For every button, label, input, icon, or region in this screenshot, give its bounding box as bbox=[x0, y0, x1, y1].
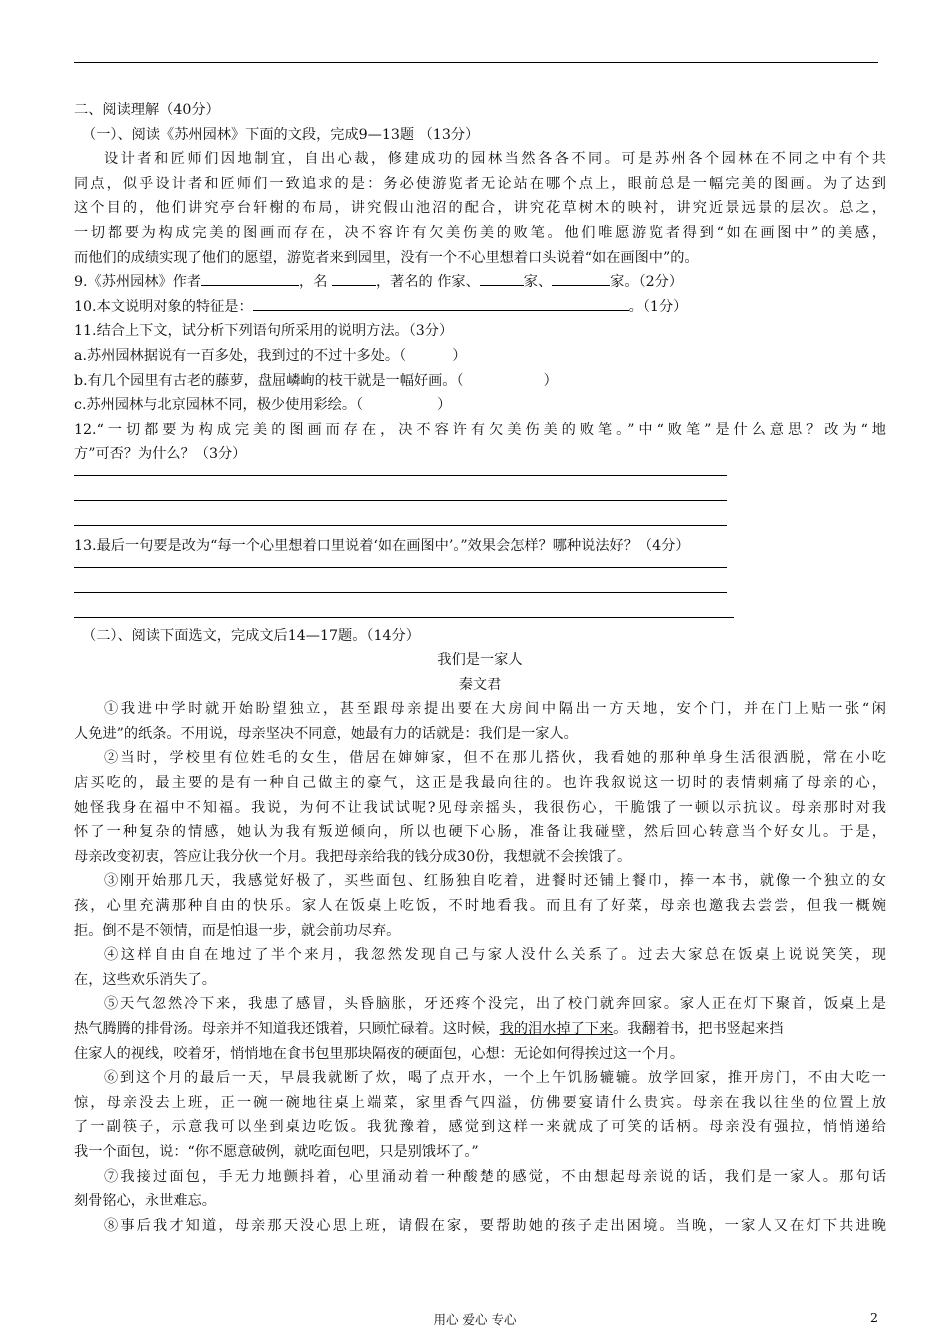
article-line: ⑧事后我才知道，母亲那天没心思上班，请假在家，要帮助她的孩子走出困境。当晚，一家人又在灯下共进晚 bbox=[104, 1217, 886, 1234]
page-footer: 用心 爱心 专心 bbox=[433, 1312, 517, 1327]
answer-blank[interactable] bbox=[253, 295, 629, 311]
passage-line: 设计者和匠师们因地制宜，自出心裁，修建成功的园林当然各各不同。可是苏州各个园林在不同之中有个共 bbox=[104, 151, 886, 168]
answer-blank[interactable] bbox=[480, 270, 524, 286]
article-line: ⑤天气忽然冷下来，我患了感冒，头昏脑胀，牙还疼个没完，出了校门就奔回家。家人正在灯下聚首，饭桌上是 bbox=[104, 996, 886, 1013]
page-number: 2 bbox=[870, 1310, 878, 1325]
passage-line: 一切都要为构成完美的图画而存在，决不容许有欠美伤美的败笔。他们唯愿游览者得到“如在画图中”的美感， bbox=[74, 224, 886, 241]
article-line: 了一副筷子，示意我可以坐到桌边吃饭。我犹豫着，感觉到这样一来就成了可笑的话柄。母亲没有强拉，悄悄递给 bbox=[74, 1119, 886, 1136]
question-11: 11.结合上下文，试分析下列语句所采用的说明方法。（3分） bbox=[74, 323, 454, 340]
article-line: 拒。倒不是不领情，而是怕退一步，就会前功尽弃。 bbox=[74, 922, 401, 939]
article-line: 人免进”的纸条。不用说，母亲坚决不同意，她最有力的话就是：我们是一家人。 bbox=[74, 725, 578, 742]
article-line: 孩，心里充满那种自由的快乐。家人在饭桌上吃饭，不时地看我。而且有了好菜，母亲也邀我去尝尝，但我一概婉 bbox=[74, 898, 886, 915]
article-line: ①我进中学时就开始盼望独立，甚至跟母亲提出要在大房间中隔出一方天地，安个门，并在门上贴一张“闲 bbox=[104, 701, 886, 718]
article-line: 她怪我身在福中不知福。我说，为何不让我试试呢?见母亲摇头，我很伤心，干脆饿了一顿以示抗议。母亲那时对我 bbox=[74, 799, 886, 816]
section-title: 二、阅读理解（40分） bbox=[74, 102, 220, 118]
page-content bbox=[74, 98, 886, 1238]
question-13: 13.最后一句要是改为“每一个心里想着口里说着‘如在画图中’。”效果会怎样？哪种说法好？（4分） bbox=[74, 537, 690, 554]
article-line: ②当时，学校里有位姓毛的女生，借居在婶婶家，但不在那儿搭伙，我看她的那种单身生活很洒脱，常在小吃 bbox=[104, 750, 886, 767]
article-line: ③刚开始那几天，我感觉好极了，买些面包、红肠独自吃着，进餐时还铺上餐巾，捧一本书，就像一个独立的女 bbox=[104, 873, 886, 890]
question-12-cont: 方”可否？为什么？（3分） bbox=[74, 446, 247, 463]
article-line: 怀了一种复杂的情感，她认为我有叛逆倾向，所以也硬下心肠，准备让我碰壁，然后回心转意当个好女儿。于是， bbox=[74, 824, 886, 841]
header-rule bbox=[74, 62, 878, 63]
answer-blank[interactable] bbox=[552, 270, 610, 286]
answer-blank[interactable] bbox=[201, 270, 299, 286]
question-9: 9.《苏州园林》作者 ，名 ，著名的 作家、 家、 家。（2分） bbox=[74, 270, 886, 295]
question-11c: c.苏州园林与北京园林不同，极少使用彩绘。（ ） bbox=[74, 397, 452, 414]
article-line: 热气腾腾的排骨汤。母亲并不知道我还饿着，只顾忙碌着。这时候，我的泪水掉了下来。我翻着书，把书竖起来挡 bbox=[74, 1021, 784, 1037]
article-line: ⑥到这个月的最后一天，早晨我就断了炊，喝了点开水，一个上午饥肠辘辘。放学回家，推开房门，不由大吃一 bbox=[104, 1070, 886, 1087]
article-line: 住家人的视线，咬着牙，悄悄地在食书包里那块隔夜的硬面包，心想：无论如何得挨过这一个月。 bbox=[74, 1045, 685, 1062]
answer-blank[interactable] bbox=[332, 270, 376, 286]
article-line: 刻骨铭心，永世难忘。 bbox=[74, 1193, 216, 1210]
passage-line: 这个目的，他们讲究亭台轩榭的布局，讲究假山池沼的配合，讲究花草树木的映衬，讲究近景远景的层次。总之， bbox=[74, 200, 886, 217]
underlined-sentence: 我的泪水掉了下来 bbox=[499, 1021, 614, 1037]
article-line: ④这样自由自在地过了半个来月，我忽然发现自己与家人没什么关系了。过去大家总在饭桌上说说笑笑，现 bbox=[104, 947, 886, 964]
question-11b: b.有几个园里有古老的藤萝，盘屈嶙峋的枝干就是一幅好画。（ ） bbox=[74, 372, 558, 389]
article-line: 我一个面包，说：“你不愿意破例，就吃面包吧，只是别饿坏了。” bbox=[74, 1143, 479, 1160]
article-line: 惊，母亲没去上班，正一碗一碗地往桌上端菜，家里香气四溢，仿佛要宴请什么贵宾。母亲在我以往坐的位置上放 bbox=[74, 1094, 886, 1111]
question-11a: a.苏州园林据说有一百多处，我到过的不过十多处。（ ） bbox=[74, 347, 467, 364]
article-title: 我们是一家人 bbox=[437, 652, 523, 669]
article-author: 秦文君 bbox=[458, 676, 502, 693]
article-line: ⑦我接过面包，手无力地颤抖着，心里涌动着一种酸楚的感觉，不由想起母亲说的话，我们是一家人。那句话 bbox=[104, 1168, 886, 1185]
part2-heading: （二）、阅读下面选文，完成文后14—17题。（14分） bbox=[82, 627, 420, 644]
passage-line: 而他们的成绩实现了他们的愿望，游览者来到园里，没有一个不心里想着口头说着“如在画图中”的。 bbox=[74, 249, 699, 266]
question-10: 10.本文说明对象的特征是： 。（1分） bbox=[74, 295, 886, 320]
part1-heading: （一）、阅读《苏州园林》下面的文段，完成9—13题 （13分） bbox=[82, 126, 480, 143]
question-12: 12.“一切都要为构成完美的图画而存在，决不容许有欠美伤美的败笔。”中“败笔”是什么意思？改为“地 bbox=[74, 421, 886, 438]
passage-line: 同点，似乎设计者和匠师们一致追求的是：务必使游览者无论站在哪个点上，眼前总是一幅完美的图画。为了达到 bbox=[74, 175, 886, 192]
article-line: 在，这些欢乐消失了。 bbox=[74, 971, 216, 988]
article-line: 母亲改变初衷，答应让我分伙一个月。我把母亲给我的钱分成30份，我想就不会挨饿了。 bbox=[74, 848, 632, 865]
article-line: 店买吃的，最主要的是有一种自己做主的豪气，这正是我最向往的。也许我叙说这一切时的表情刺痛了母亲的心， bbox=[74, 775, 886, 792]
